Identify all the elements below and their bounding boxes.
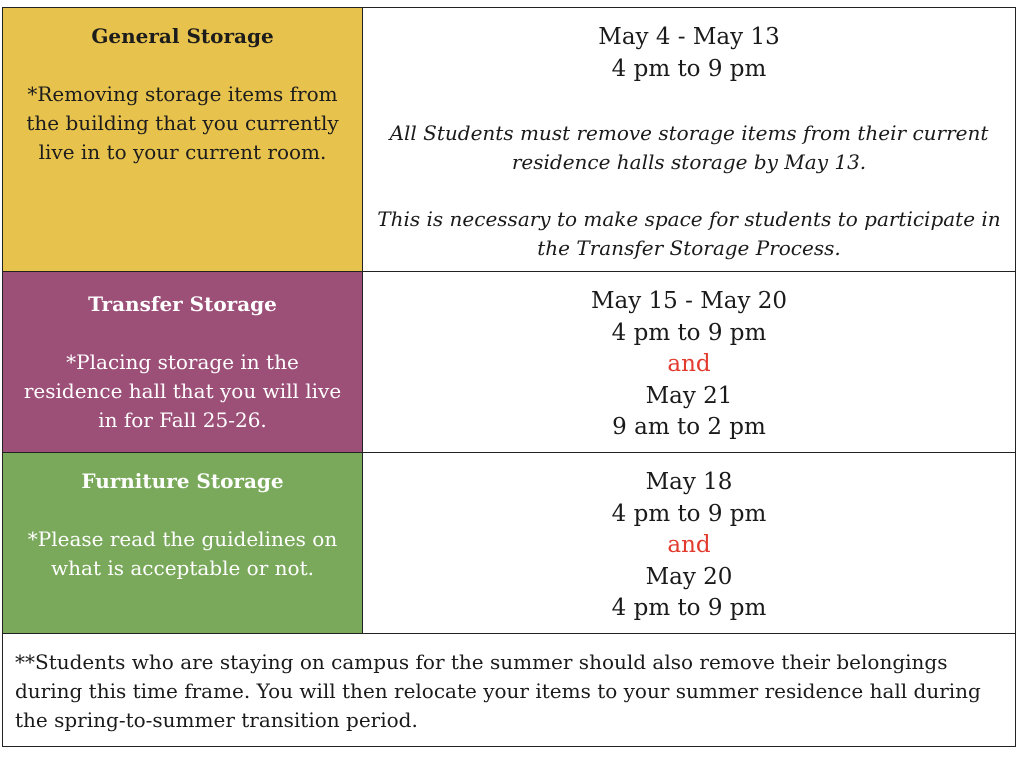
furniture-storage-description: *Please read the guidelines on what is acceptable or not. [27, 527, 338, 580]
general-storage-time: 4 pm to 9 pm [611, 55, 767, 82]
summer-students-footnote: **Students who are staying on campus for the summer should also remove their belongings during this time frame. You will then relocate your items to your summer residence hall during the spring-to-summer transition period. [15, 650, 981, 732]
general-storage-reason-note: This is necessary to make space for students to participate in the Transfer Storage Process. [377, 207, 1001, 260]
general-storage-description: *Removing storage items from the building that you currently live in to your current room. [26, 82, 339, 164]
transfer-storage-date-2: May 21 [645, 382, 733, 409]
schedule-row-furniture-storage [3, 453, 1015, 634]
furniture-storage-title: Furniture Storage [81, 469, 284, 493]
general-storage-cell [3, 8, 363, 271]
general-storage-dates-cell [363, 8, 1015, 271]
furniture-storage-date-1: May 18 [645, 469, 733, 495]
schedule-row-general-storage [3, 8, 1015, 272]
transfer-storage-time-2: 9 am to 2 pm [612, 414, 766, 440]
furniture-storage-time-2: 4 pm to 9 pm [611, 595, 767, 621]
transfer-storage-date-range: May 15 - May 20 [590, 288, 788, 314]
schedule-row-transfer-storage [3, 272, 1015, 453]
transfer-storage-description: *Placing storage in the residence hall that you will live in for Fall 25-26. [23, 350, 342, 432]
transfer-storage-dates-cell [363, 272, 1015, 452]
general-storage-deadline-note: All Students must remove storage items from their current residence halls storage by May 13. [389, 121, 989, 174]
general-storage-title: General Storage [91, 24, 274, 48]
furniture-storage-and: and [667, 532, 711, 558]
furniture-storage-date-2: May 20 [645, 563, 733, 590]
storage-schedule-table [2, 7, 1016, 747]
transfer-storage-title: Transfer Storage [88, 292, 277, 316]
furniture-storage-time-1: 4 pm to 9 pm [611, 500, 767, 527]
transfer-storage-time-1: 4 pm to 9 pm [611, 319, 767, 346]
transfer-storage-cell [3, 272, 363, 452]
general-storage-date-range: May 4 - May 13 [598, 24, 780, 50]
furniture-storage-cell [3, 453, 363, 633]
furniture-storage-dates-cell [363, 453, 1015, 633]
transfer-storage-and: and [667, 351, 711, 377]
